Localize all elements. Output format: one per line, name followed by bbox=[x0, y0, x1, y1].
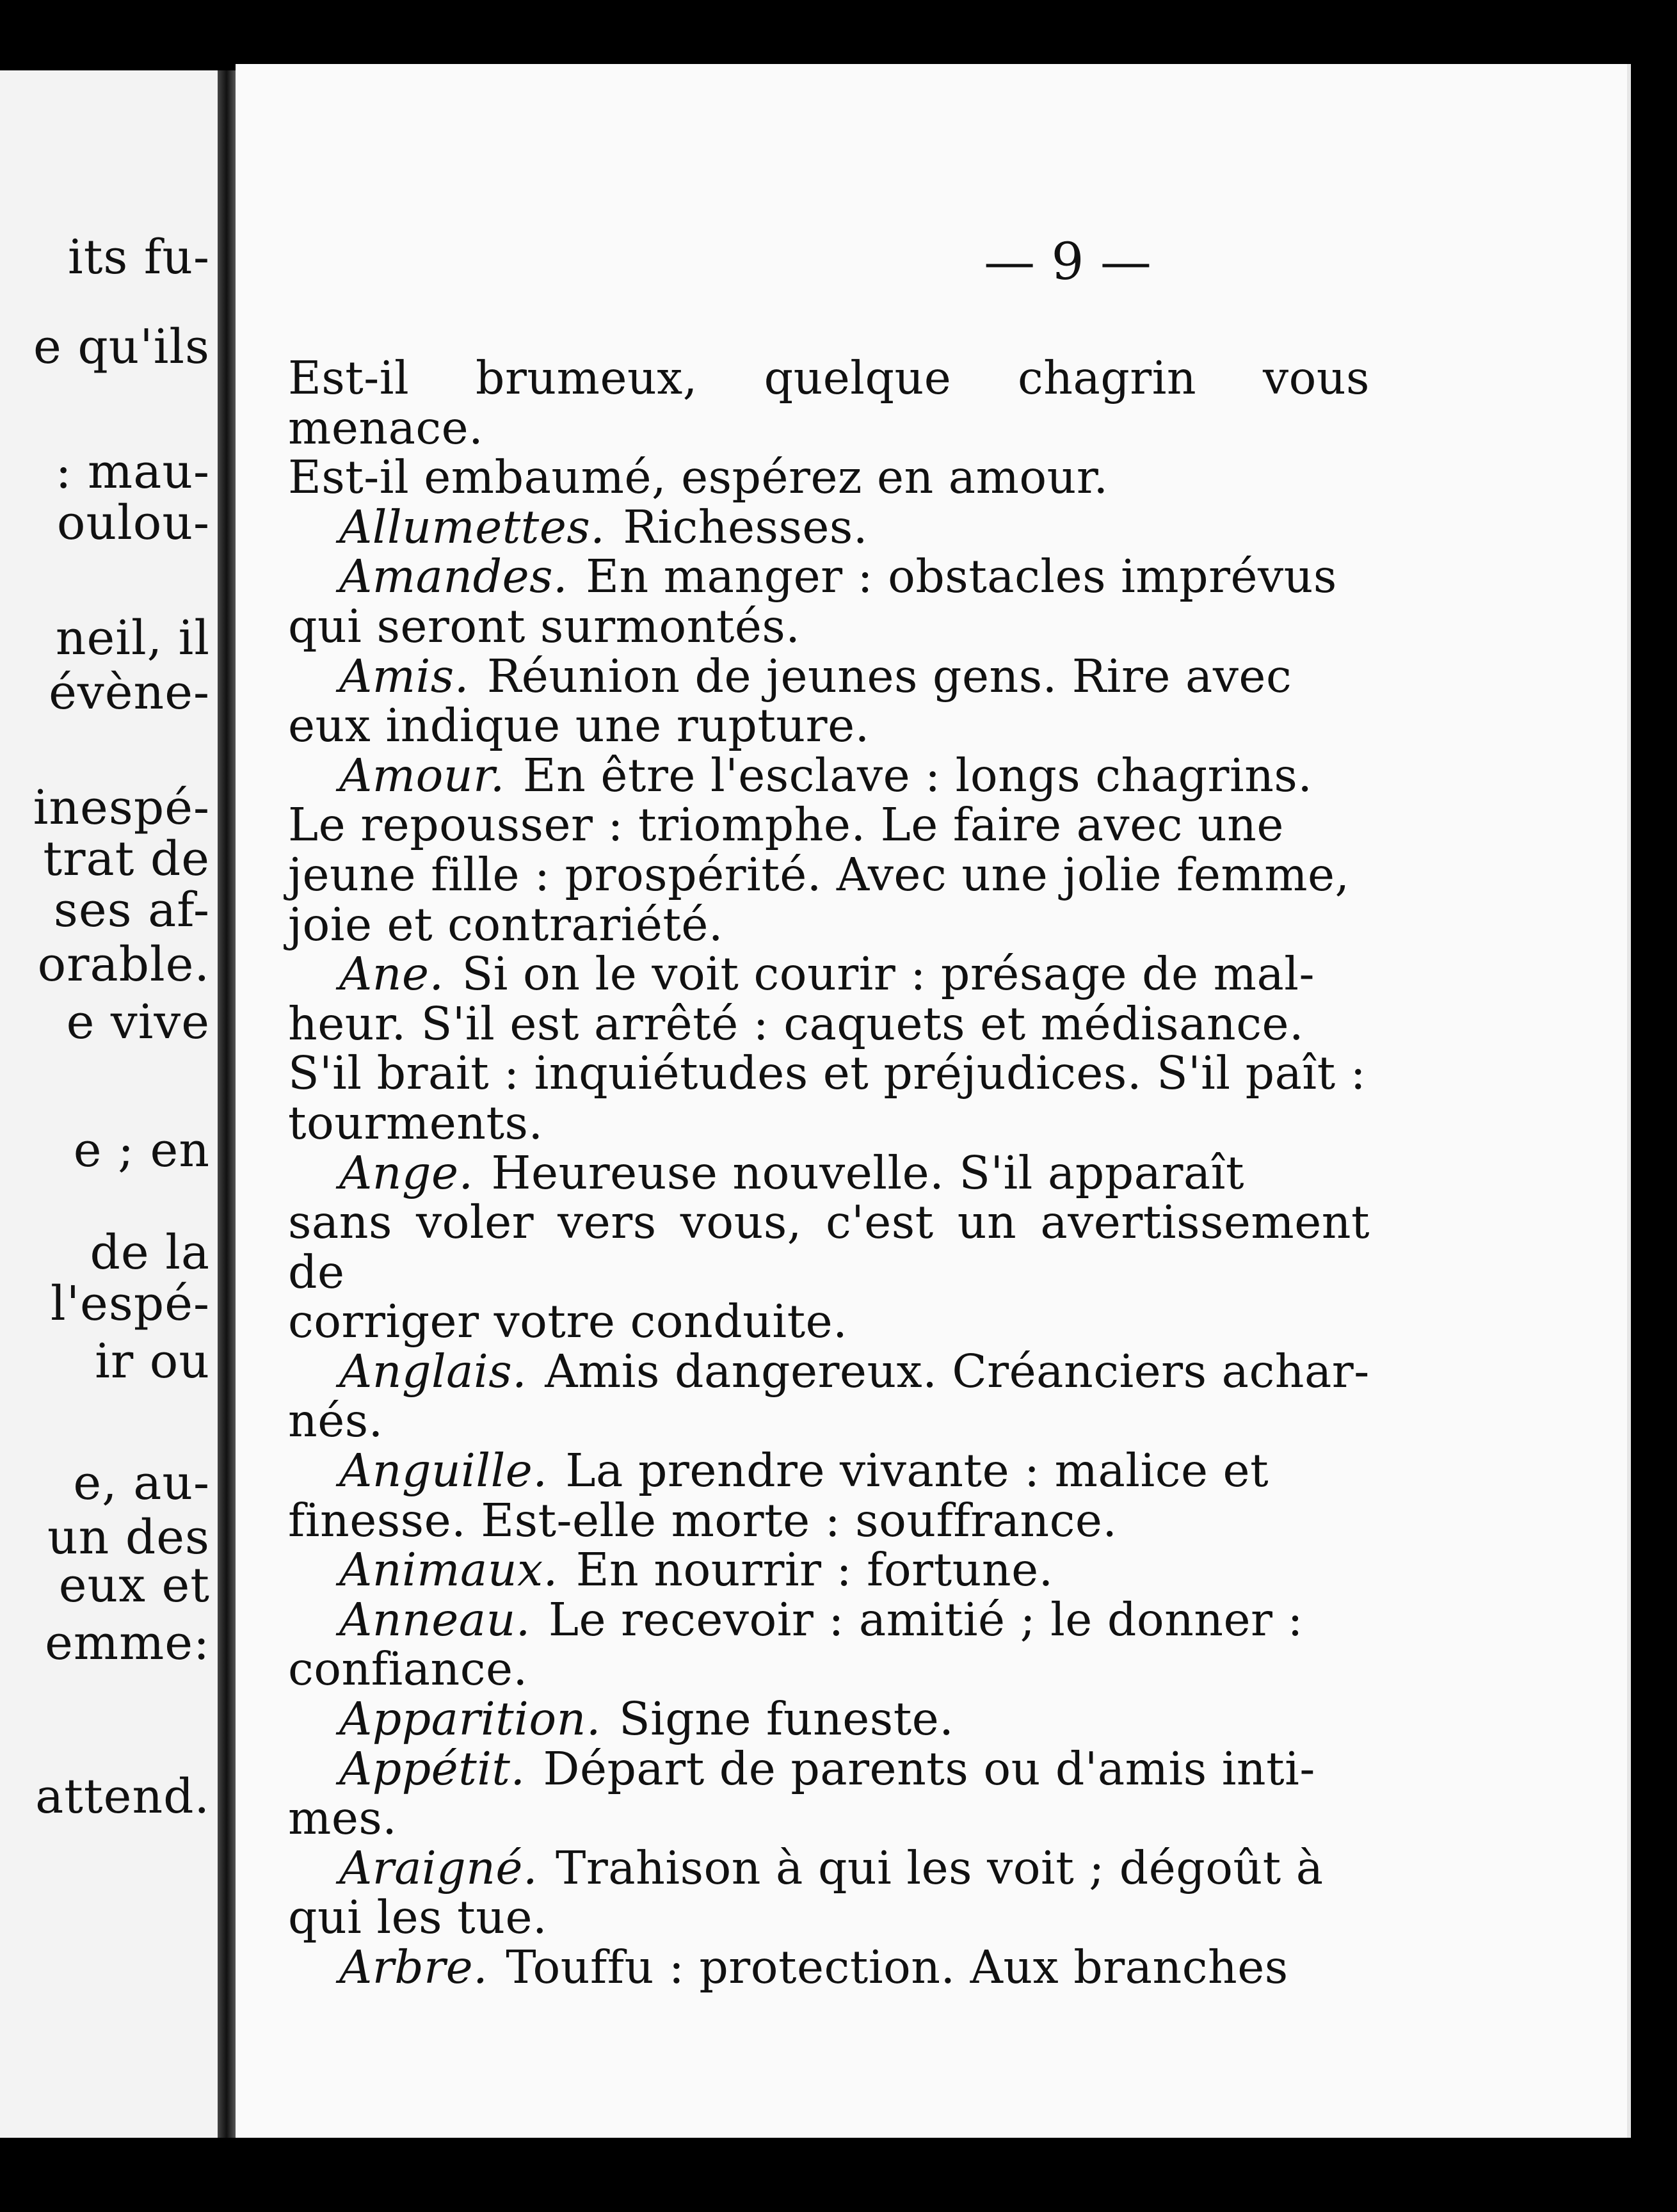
left-page-fragment: e ; en bbox=[73, 1123, 210, 1178]
entry-first-line bbox=[288, 649, 1370, 703]
left-page-fragment: évène- bbox=[49, 665, 210, 720]
entry-term: Anguille. bbox=[339, 1444, 548, 1498]
entry-continuation: corriger votre conduite. bbox=[288, 1295, 848, 1349]
dictionary-entry bbox=[288, 949, 1370, 1148]
dictionary-entry bbox=[288, 1943, 1370, 1992]
entry-term: Appétit. bbox=[339, 1742, 526, 1795]
opening-line: Est-il embaumé, espérez en amour. bbox=[288, 451, 1109, 504]
dictionary-entry bbox=[288, 1344, 1370, 1448]
entry-continuation: sans voler vers vous, c'est un avertissement de bbox=[288, 1196, 1370, 1299]
entry-term: Ange. bbox=[339, 1146, 474, 1199]
entry-term: Allumettes. bbox=[339, 500, 606, 554]
opening-line: Est-il brumeux, quelque chagrin vous menace. bbox=[288, 351, 1370, 454]
entry-definition: Amis dangereux. Créanciers achar- bbox=[545, 1344, 1370, 1398]
entry-definition: Trahison à qui les voit ; dégoût à bbox=[556, 1841, 1324, 1895]
entry-first-line bbox=[288, 552, 1370, 602]
entry-continuation: nés. bbox=[288, 1394, 383, 1448]
entry-first-line bbox=[288, 1694, 1370, 1744]
entry-term: Arbre. bbox=[339, 1941, 488, 1994]
dictionary-text bbox=[288, 353, 1370, 1992]
left-page-fragment: neil, il bbox=[55, 611, 210, 666]
dictionary-entry bbox=[288, 1148, 1370, 1347]
entry-term: Amis. bbox=[339, 649, 469, 703]
left-page-fragment: l'espé- bbox=[51, 1276, 210, 1331]
entry-continuation: qui les tue. bbox=[288, 1891, 548, 1944]
entry-first-line bbox=[288, 1744, 1370, 1794]
entry-continuation: confiance. bbox=[288, 1642, 528, 1696]
entry-continuation: tourments. bbox=[288, 1096, 543, 1150]
entry-definition: Signe funeste. bbox=[618, 1692, 954, 1746]
entry-term: Anneau. bbox=[339, 1592, 531, 1646]
left-page-fragment: e qu'ils bbox=[33, 319, 210, 374]
entry-continuation: eux indique une rupture. bbox=[288, 699, 870, 753]
entry-list bbox=[288, 502, 1370, 1992]
dictionary-entry bbox=[288, 1744, 1370, 1843]
entry-definition: La prendre vivante : malice et bbox=[565, 1444, 1269, 1498]
dictionary-entry bbox=[288, 502, 1370, 552]
book-spine bbox=[218, 70, 236, 2138]
entry-first-line bbox=[288, 949, 1370, 999]
entry-first-line bbox=[288, 1344, 1370, 1398]
entry-first-line bbox=[288, 1843, 1370, 1893]
entry-definition: Réunion de jeunes gens. Rire avec bbox=[486, 649, 1292, 703]
dictionary-entry bbox=[288, 552, 1370, 651]
entry-continuation: heur. S'il est arrêté : caquets et médisance. bbox=[288, 997, 1304, 1050]
left-page-fragment: e, au- bbox=[73, 1455, 210, 1511]
entry-first-line bbox=[288, 1943, 1370, 1992]
left-page-fragment: its fu- bbox=[68, 230, 210, 285]
entry-continuation: Le repousser : triomphe. Le faire avec une bbox=[288, 798, 1284, 852]
left-page-fragment: : mau- bbox=[55, 444, 210, 499]
dictionary-entry bbox=[288, 1694, 1370, 1744]
entry-definition: En manger : obstacles imprévus bbox=[586, 550, 1337, 604]
left-page-fragment: attend. bbox=[35, 1769, 210, 1824]
entry-definition: Heureuse nouvelle. S'il apparaît bbox=[491, 1146, 1245, 1199]
entry-term: Araigné. bbox=[339, 1841, 538, 1895]
entry-first-line bbox=[288, 748, 1370, 802]
dictionary-entry bbox=[288, 1843, 1370, 1943]
entry-first-line bbox=[288, 1148, 1370, 1198]
left-page-fragment: ir ou bbox=[95, 1334, 210, 1389]
entry-term: Animaux. bbox=[339, 1543, 558, 1597]
left-facing-page bbox=[0, 70, 220, 2138]
entry-continuation: S'il brait : inquiétudes et préjudices. S'il paît : bbox=[288, 1046, 1367, 1100]
dictionary-entry bbox=[288, 1592, 1370, 1696]
main-page bbox=[236, 64, 1631, 2138]
left-page-fragment: e vive bbox=[66, 995, 210, 1050]
left-page-fragment: inespé- bbox=[33, 780, 210, 835]
entry-definition: Le recevoir : amitié ; le donner : bbox=[548, 1592, 1303, 1646]
dictionary-entry bbox=[288, 649, 1370, 753]
entry-first-line bbox=[288, 1446, 1370, 1496]
entry-first-line bbox=[288, 1592, 1370, 1646]
left-page-fragment: oulou- bbox=[56, 495, 210, 550]
left-page-fragment: orable. bbox=[37, 937, 210, 992]
entry-continuation: joie et contrariété. bbox=[288, 897, 723, 951]
left-page-fragment: eux et bbox=[58, 1558, 210, 1613]
entry-continuation: jeune fille : prospérité. Avec une jolie femme, bbox=[288, 847, 1350, 901]
left-page-fragment: ses af- bbox=[53, 883, 210, 938]
left-page-fragment: un des bbox=[47, 1510, 210, 1565]
entry-definition: Touffu : protection. Aux branches bbox=[506, 1941, 1288, 1994]
page-number: — 9 — bbox=[984, 232, 1151, 291]
entry-term: Ane. bbox=[339, 947, 444, 1001]
dictionary-entry bbox=[288, 1446, 1370, 1545]
entry-term: Apparition. bbox=[339, 1692, 601, 1746]
left-page-fragment: emme: bbox=[45, 1615, 210, 1671]
left-page-fragment: trat de bbox=[43, 831, 210, 886]
entry-term: Amandes. bbox=[339, 550, 568, 604]
entry-continuation: qui seront surmontés. bbox=[288, 599, 801, 653]
entry-term: Amour. bbox=[339, 748, 505, 802]
entry-term: Anglais. bbox=[339, 1344, 527, 1398]
entry-definition: En nourrir : fortune. bbox=[575, 1543, 1054, 1597]
entry-definition: En être l'esclave : longs chagrins. bbox=[522, 748, 1313, 802]
entry-first-line bbox=[288, 502, 1370, 552]
entry-first-line bbox=[288, 1545, 1370, 1595]
left-page-fragment: de la bbox=[90, 1225, 210, 1280]
entry-definition: Si on le voit courir : présage de mal- bbox=[461, 947, 1315, 1001]
entry-definition: Richesses. bbox=[623, 500, 868, 554]
entry-definition: Départ de parents ou d'amis inti- bbox=[543, 1742, 1315, 1795]
dictionary-entry bbox=[288, 1545, 1370, 1595]
dictionary-entry bbox=[288, 748, 1370, 951]
entry-continuation: finesse. Est-elle morte : souffrance. bbox=[288, 1493, 1118, 1547]
entry-continuation: mes. bbox=[288, 1791, 397, 1845]
